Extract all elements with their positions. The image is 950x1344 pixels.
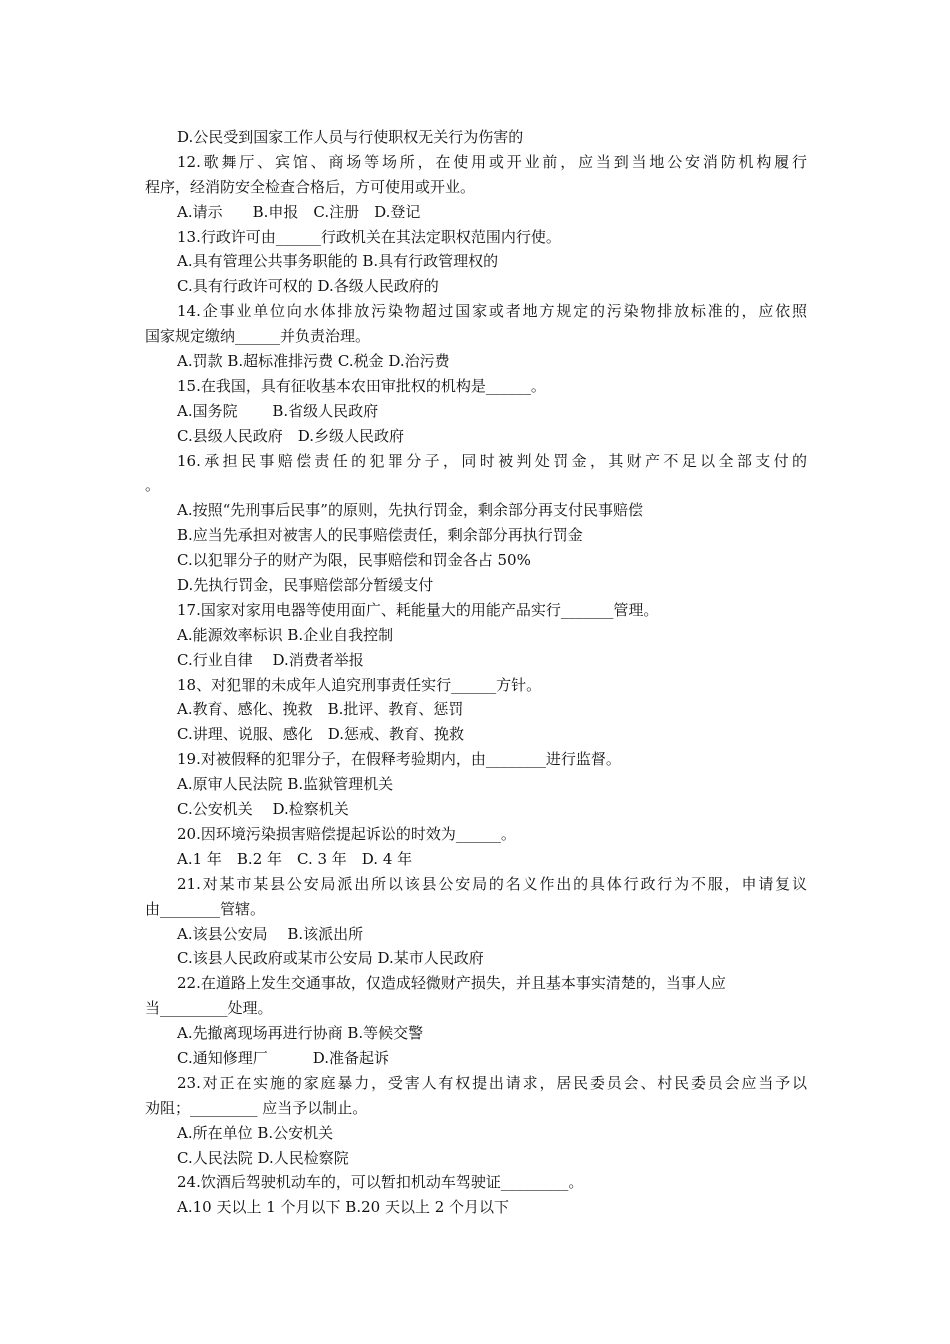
text-line: A.国务院 B.省级人民政府: [177, 401, 379, 420]
text-line: C.讲理、说服、感化 D.惩戒、教育、挽救: [177, 725, 464, 744]
text-line: 20.因环境污染损害赔偿提起诉讼的时效为______。: [177, 824, 516, 843]
text-line: A.按照“先刑事后民事”的原则，先执行罚金，剩余部分再支付民事赔偿: [177, 501, 643, 520]
text-line: 12.歌舞厅、宾馆、商场等场所，在使用或开业前，应当到当地公安消防机构履行: [177, 152, 807, 171]
text-line: A.该县公安局 B.该派出所: [177, 924, 364, 943]
text-line: C.县级人民政府 D.乡级人民政府: [177, 426, 404, 445]
text-line: 24.饮酒后驾驶机动车的，可以暂扣机动车驾驶证_________。: [177, 1173, 584, 1192]
text-line: 。: [145, 476, 161, 495]
text-line: D.公民受到国家工作人员与行使职权无关行为伤害的: [177, 128, 524, 146]
text-line: 17.国家对家用电器等使用面广、耗能量大的用能产品实行_______管理。: [177, 600, 659, 619]
text-line: 21.对某市某县公安局派出所以该县公安局的名义作出的具体行政行为不服，申请复议: [177, 874, 807, 893]
text-line: C.以犯罪分子的财产为限，民事赔偿和罚金各占 50%: [177, 551, 531, 570]
text-line: 23.对正在实施的家庭暴力，受害人有权提出请求，居民委员会、村民委员会应当予以: [177, 1073, 807, 1092]
text-line: B.应当先承担对被害人的民事赔偿责任，剩余部分再执行罚金: [177, 526, 583, 545]
text-line: A.教育、感化、挽救 B.批评、教育、惩罚: [177, 700, 464, 719]
text-line: A.具有管理公共事务职能的 B.具有行政管理权的: [177, 252, 499, 271]
text-line: A.能源效率标识 B.企业自我控制: [177, 625, 394, 644]
text-line: C.行业自律 D.消费者举报: [177, 650, 364, 669]
text-line: 18、对犯罪的未成年人追究刑事责任实行______方针。: [177, 675, 542, 694]
text-line: 22.在道路上发生交通事故，仅造成轻微财产损失，并且基本事实清楚的，当事人应: [177, 974, 726, 993]
text-line: A.10 天以上 1 个月以下 B.20 天以上 2 个月以下: [177, 1198, 510, 1217]
text-line: 13.行政许可由______行政机关在其法定职权范围内行使。: [177, 227, 561, 246]
text-line: A.原审人民法院 B.监狱管理机关: [177, 775, 394, 794]
text-line: 14.企事业单位向水体排放污染物超过国家或者地方规定的污染物排放标准的，应依照: [177, 302, 807, 321]
text-line: A.罚款 B.超标准排污费 C.税金 D.治污费: [177, 352, 450, 371]
text-line: C.通知修理厂 D.准备起诉: [177, 1048, 389, 1067]
text-line: C.该县人民政府或某市公安局 D.某市人民政府: [177, 949, 484, 968]
text-line: D.先执行罚金，民事赔偿部分暂缓支付: [177, 576, 434, 595]
text-line: 当_________处理。: [145, 999, 273, 1018]
text-line: 由________管辖。: [145, 899, 266, 918]
text-line: C.人民法院 D.人民检察院: [177, 1148, 349, 1167]
text-line: A.1 年 B.2 年 C. 3 年 D. 4 年: [177, 849, 413, 868]
text-line: A.所在单位 B.公安机关: [177, 1123, 334, 1142]
document-body: [145, 125, 807, 1220]
text-line: 15.在我国，具有征收基本农田审批权的机构是______。: [177, 376, 546, 395]
text-line: 16.承担民事赔偿责任的犯罪分子，同时被判处罚金，其财产不足以全部支付的: [177, 451, 807, 470]
text-line: C.公安机关 D.检察机关: [177, 800, 349, 819]
text-line: 国家规定缴纳______并负责治理。: [145, 327, 371, 346]
text-line: 劝阻；_________ 应当予以制止。: [145, 1098, 368, 1117]
text-line: A.请示 B.申报 C.注册 D.登记: [177, 202, 421, 221]
text-line: 19.对被假释的犯罪分子，在假释考验期内，由________进行监督。: [177, 750, 621, 769]
text-line: A.先撤离现场再进行协商 B.等候交警: [177, 1024, 424, 1043]
text-line: 程序，经消防安全检查合格后，方可使用或开业。: [145, 177, 476, 196]
text-line: C.具有行政许可权的 D.各级人民政府的: [177, 277, 439, 296]
